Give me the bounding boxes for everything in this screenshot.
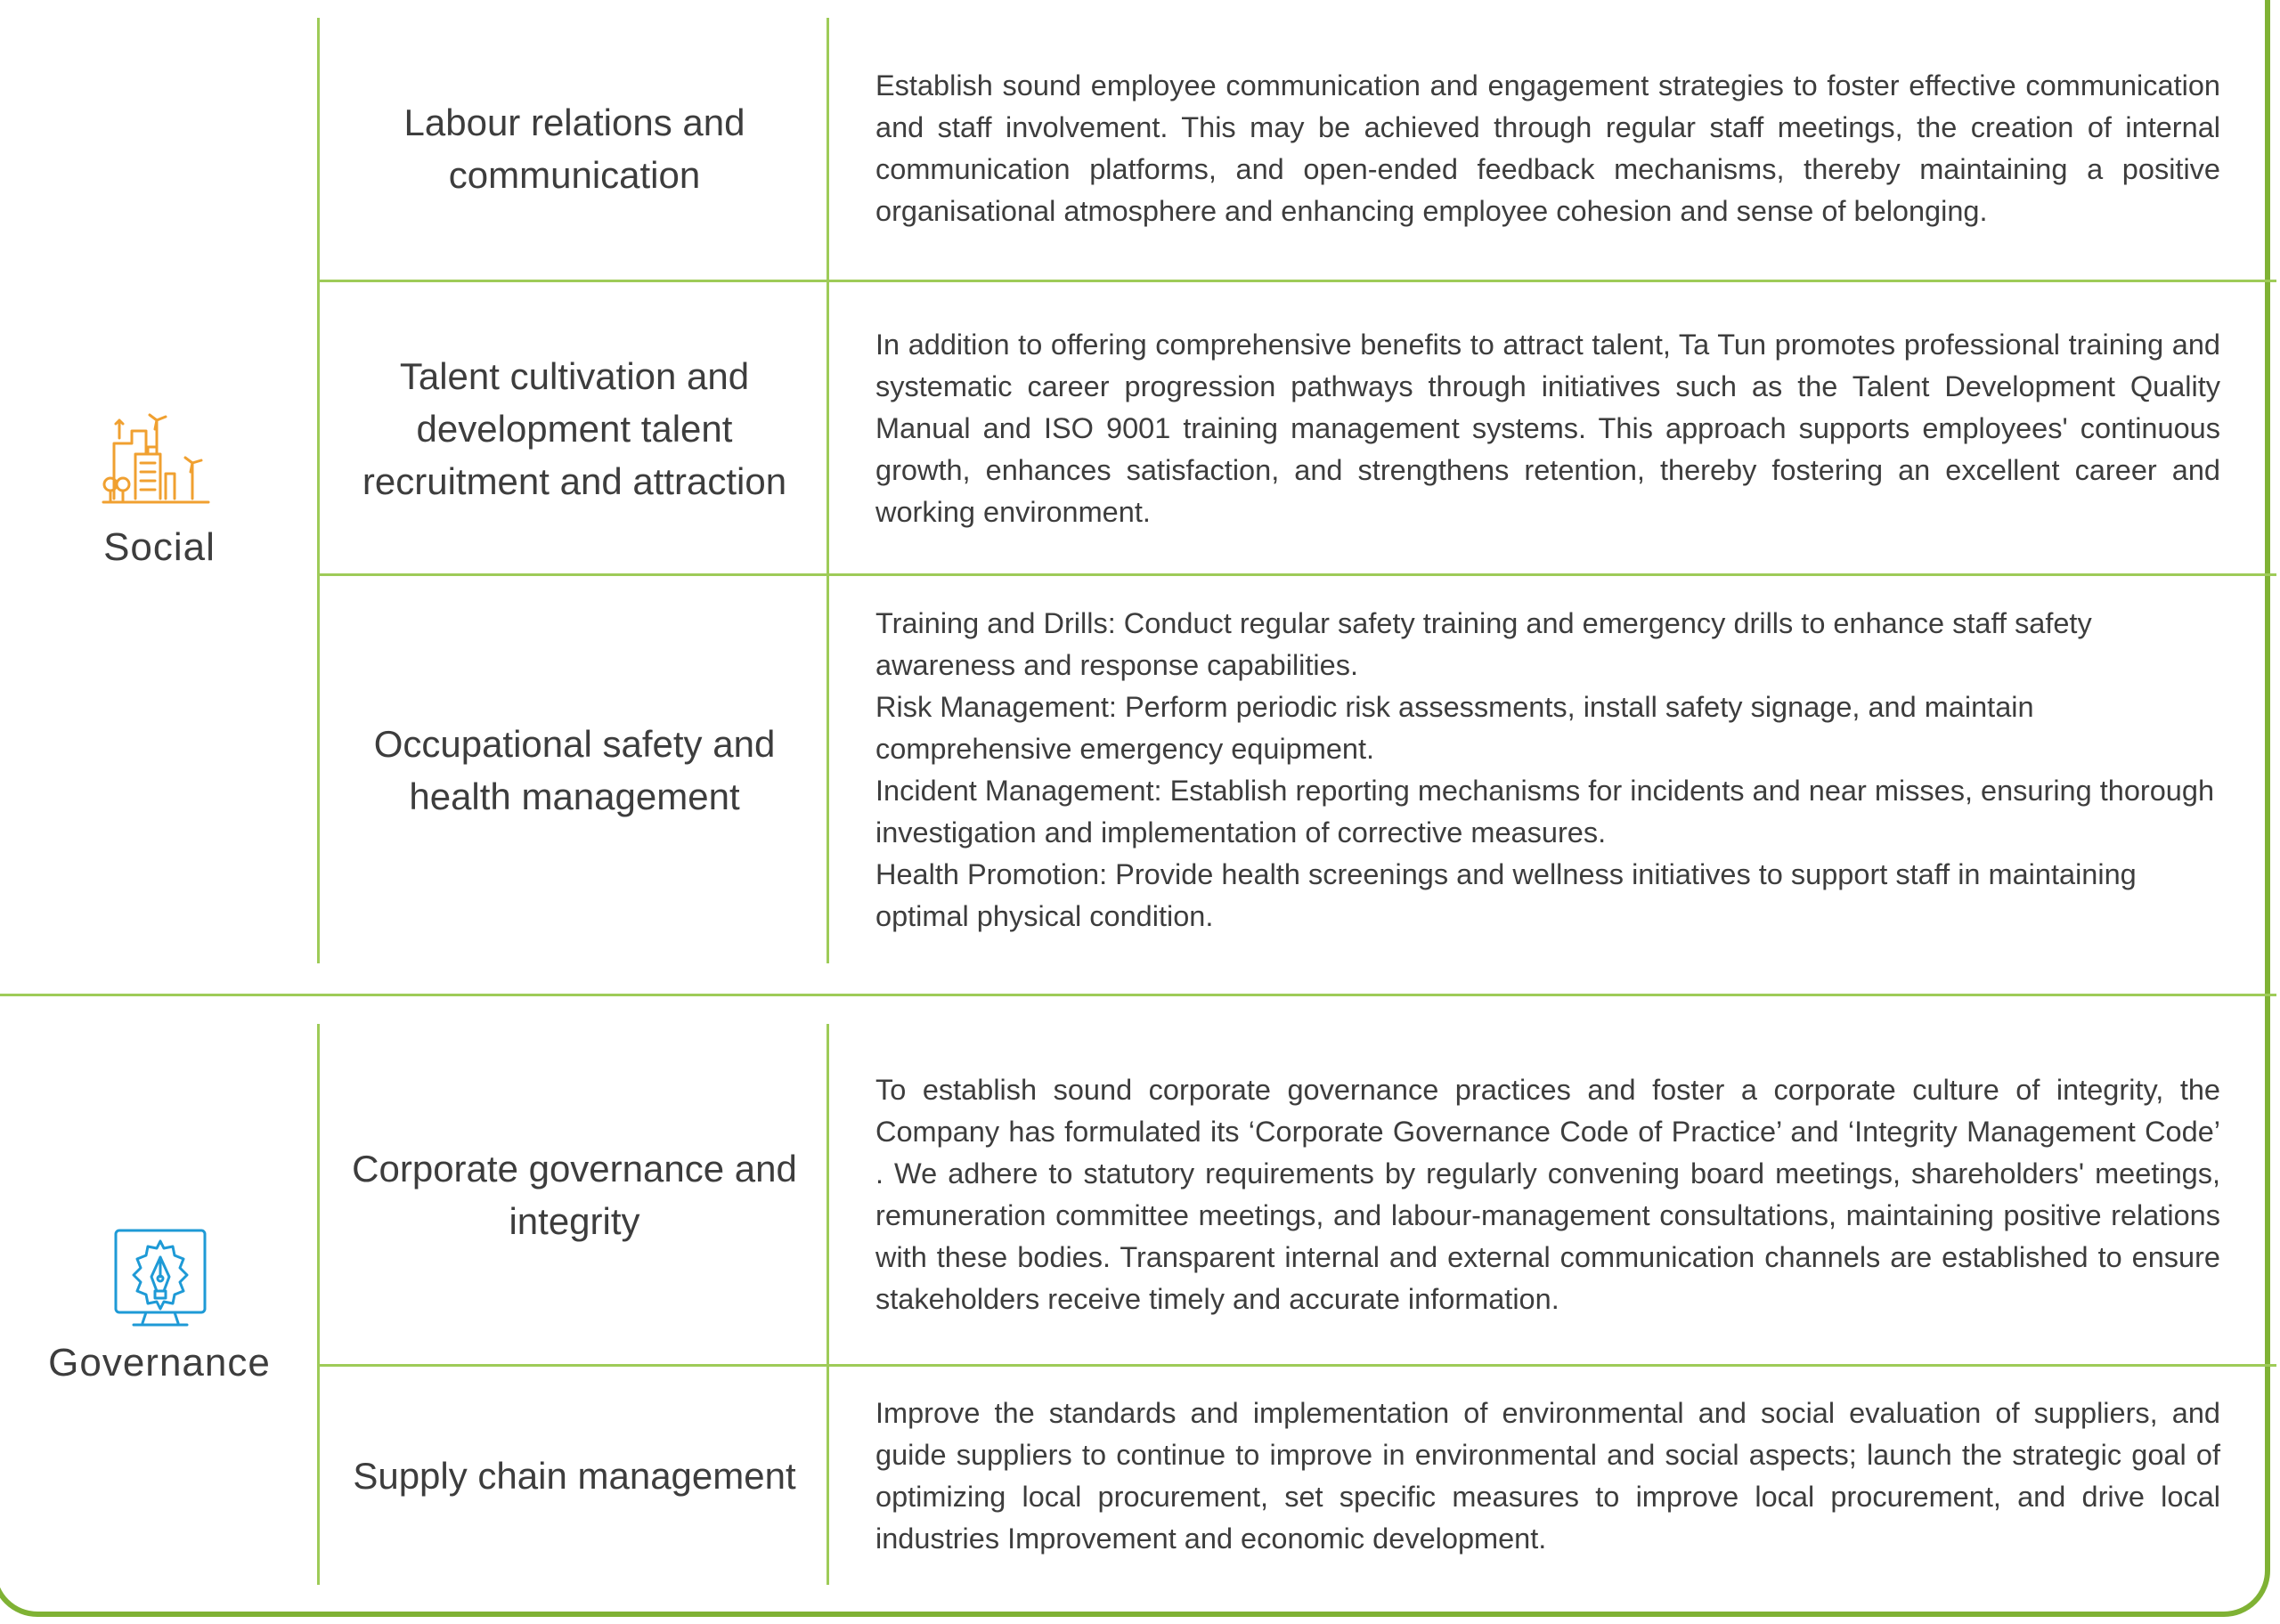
governance-gear-pen-icon <box>102 1227 217 1334</box>
topic-corporate-governance: Corporate governance and integrity <box>352 1148 797 1242</box>
city-wind-turbine-icon <box>102 411 217 518</box>
column-divider <box>317 18 320 963</box>
safety-item-incident: Incident Management: Establish reporting mechanisms for incidents and near misses, ensuring thorough investigation and implementation of corrective measures. <box>875 774 2215 849</box>
topic-talent-cultivation: Talent cultivation and development talent recruitment and attraction <box>362 354 787 502</box>
category-label-governance: Governance <box>48 1341 271 1384</box>
section-divider <box>0 994 2276 996</box>
topic-occupational-safety: Occupational safety and health management <box>373 722 776 817</box>
description-occupational-safety <box>875 576 2220 963</box>
topic-supply-chain: Supply chain management <box>353 1455 796 1497</box>
safety-item-risk: Risk Management: Perform periodic risk assessments, install safety signage, and maintain comprehensive emergency equipment. <box>875 690 2034 765</box>
description-labour-relations: Establish sound employee communication and engagement strategies to foster effective communication and staff involvement. This may be achieved through regular staff meetings, the creation of internal communication platforms, and open-ended feedback mechanisms, thereby maintaining a positive organisational atmosphere and enhancing employee cohesion and sense of belonging. <box>875 69 2220 227</box>
category-label-social: Social <box>103 525 216 569</box>
description-corporate-governance: To establish sound corporate governance practices and foster a corporate culture of integrity, the Company has formulated its ‘Corporate Governance Code of Practice’ and ‘Integrity Management Code’ . We adhere to statutory requirements by regularly convening board meetings, shareholders' meetings, remuneration committee meetings, and labour-management consultations, maintaining positive relations with these bodies. Transparent internal and external communication channels are established to ensure stakeholders receive timely and accurate information. <box>875 1074 2220 1315</box>
description-supply-chain: Improve the standards and implementation of environmental and social evaluation of suppliers, and guide suppliers to continue to improve in environmental and social aspects; launch the strategic goal of optimizing local procurement, set specific measures to improve local procurement, and drive local industries Improvement and economic development. <box>875 1396 2220 1555</box>
safety-item-health: Health Promotion: Provide health screenings and wellness initiatives to support staff in maintaining optimal physical condition. <box>875 857 2137 932</box>
description-talent-cultivation: In addition to offering comprehensive benefits to attract talent, Ta Tun promotes professional training and systematic career progression pathways through initiatives such as the Talent Development Quality Manual and ISO 9001 training management systems. This approach supports employees' continuous growth, enhances satisfaction, and strengthens retention, thereby fostering an excellent career and working environment. <box>875 328 2220 528</box>
safety-item-training: Training and Drills: Conduct regular safety training and emergency drills to enhance staff safety awareness and response capabilities. <box>875 606 2092 681</box>
topic-labour-relations: Labour relations and communication <box>403 102 745 196</box>
column-divider <box>317 1024 320 1585</box>
